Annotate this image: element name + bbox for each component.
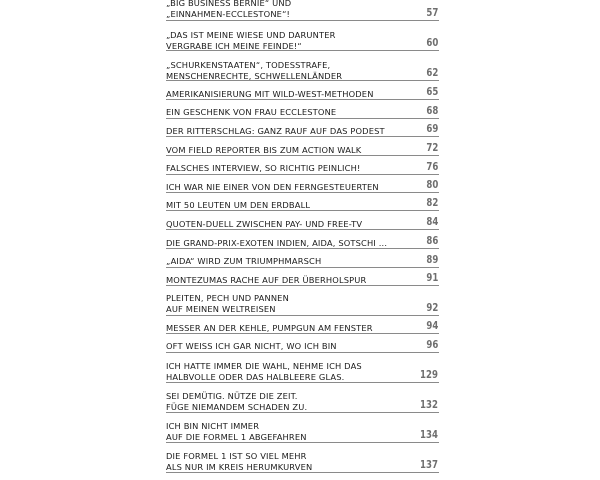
toc-entry[interactable] — [166, 391, 439, 413]
toc-entry-page: 94 — [426, 319, 438, 332]
toc-entry-title: SEI DEMÜTIG. NÜTZE DIE ZEIT. FÜGE NIEMANDEM SCHADEN ZU. — [166, 391, 308, 412]
toc-entry[interactable] — [166, 293, 439, 316]
toc-entry[interactable] — [166, 122, 439, 137]
toc-entry[interactable] — [166, 361, 439, 383]
toc-entry[interactable] — [166, 215, 439, 230]
toc-entry-title: „DAS IST MEINE WIESE UND DARUNTER VERGRABE ICH MEINE FEINDE!“ — [166, 30, 336, 51]
toc-entry-page: 132 — [420, 398, 438, 411]
toc-entry[interactable] — [166, 60, 439, 81]
toc-entry[interactable] — [166, 104, 439, 119]
toc-entry-title: „SCHURKENSTAATEN“, TODESSTRAFE, MENSCHENRECHTE, SCHWELLENLÄNDER — [166, 60, 343, 81]
toc-entry-page: 86 — [426, 234, 438, 247]
toc-entry[interactable] — [166, 160, 439, 175]
toc-entry[interactable] — [166, 196, 439, 211]
toc-entry-title: QUOTEN-DUELL ZWISCHEN PAY- UND FREE-TV — [166, 219, 363, 229]
toc-entry[interactable] — [166, 253, 439, 268]
toc-entry-page: 82 — [426, 196, 438, 209]
toc-entry-page: 137 — [420, 458, 438, 471]
toc-entry-title: MIT 50 LEUTEN UM DEN ERDBALL — [166, 200, 311, 210]
toc-entry[interactable] — [166, 85, 439, 100]
toc-entry-page: 68 — [426, 104, 438, 117]
toc-entry-page: 62 — [426, 66, 438, 79]
toc-entry-title: „AIDA“ WIRD ZUM TRIUMPHMARSCH — [166, 256, 322, 266]
toc-entry-page: 57 — [426, 6, 438, 19]
toc-entry[interactable] — [166, 234, 439, 249]
toc-entry-title: DIE FORMEL 1 IST SO VIEL MEHR ALS NUR IM KREIS HERUMKURVEN — [166, 451, 313, 472]
toc-entry-title: VOM FIELD REPORTER BIS ZUM ACTION WALK — [166, 145, 362, 155]
toc-entry-title: AMERIKANISIERUNG MIT WILD-WEST-METHODEN — [166, 89, 374, 99]
toc-entry[interactable] — [166, 319, 439, 334]
toc-entry-title: „BIG BUSINESS BERNIE“ UND „EINNAHMEN-ECCLESTONE“! — [166, 0, 292, 19]
toc-entry-page: 92 — [426, 301, 438, 314]
toc-entry-title: ICH HATTE IMMER DIE WAHL, NEHME ICH DAS HALBVOLLE ODER DAS HALBLEERE GLAS. — [166, 361, 362, 382]
toc-entry-page: 69 — [426, 122, 438, 135]
toc-entry-page: 72 — [426, 141, 438, 154]
toc-entry[interactable] — [166, 178, 439, 193]
toc-entry[interactable] — [166, 30, 439, 51]
toc-entry-page: 96 — [426, 338, 438, 351]
toc-entry-title: DER RITTERSCHLAG: GANZ RAUF AUF DAS PODEST — [166, 126, 385, 136]
toc-entry-title: FALSCHES INTERVIEW, SO RICHTIG PEINLICH! — [166, 163, 361, 173]
toc-entry-page: 80 — [426, 178, 438, 191]
toc-entry[interactable] — [166, 421, 439, 443]
toc-entry[interactable] — [166, 271, 439, 286]
toc-entry-page: 84 — [426, 215, 438, 228]
toc-entry-page: 65 — [426, 85, 438, 98]
toc-entry-page: 134 — [420, 428, 438, 441]
toc-entry-page: 60 — [426, 36, 438, 49]
toc-entry-title: ICH WAR NIE EINER VON DEN FERNGESTEUERTEN — [166, 182, 379, 192]
toc-entry-title: PLEITEN, PECH UND PANNEN AUF MEINEN WELTREISEN — [166, 293, 289, 314]
toc-entry-page: 76 — [426, 160, 438, 173]
toc-entry-title: MONTEZUMAS RACHE AUF DER ÜBERHOLSPUR — [166, 275, 367, 285]
toc-entry[interactable] — [166, 141, 439, 156]
toc-entry-title: DIE GRAND-PRIX-EXOTEN INDIEN, AIDA, SOTSCHI ... — [166, 238, 388, 248]
toc-entry[interactable] — [166, 338, 439, 353]
toc-entry-page: 129 — [420, 368, 438, 381]
toc-entry-title: OFT WEISS ICH GAR NICHT, WO ICH BIN — [166, 341, 337, 351]
toc-entry-page: 89 — [426, 253, 438, 266]
toc-entry-title: MESSER AN DER KEHLE, PUMPGUN AM FENSTER — [166, 323, 373, 333]
toc-entry[interactable] — [166, 451, 439, 473]
toc-entry-page: 91 — [426, 271, 438, 284]
toc-entry-title: ICH BIN NICHT IMMER AUF DIE FORMEL 1 ABGEFAHREN — [166, 421, 307, 442]
toc-entry[interactable] — [166, 0, 439, 21]
toc-entry-title: EIN GESCHENK VON FRAU ECCLESTONE — [166, 107, 337, 117]
